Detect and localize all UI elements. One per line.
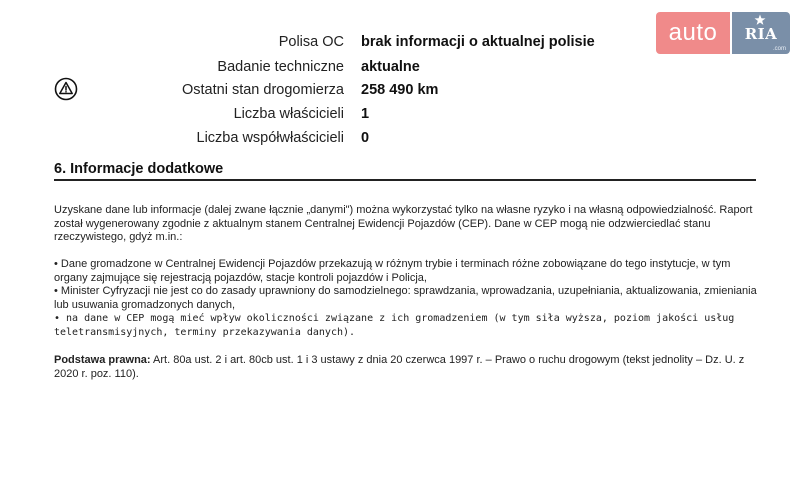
info-value: aktualne: [361, 59, 420, 75]
logo-ria-domain: .com: [772, 46, 786, 52]
legal-basis: [54, 354, 759, 381]
info-row-drogomierz: [0, 82, 800, 104]
bullet-item: • Dane gromadzone w Centralnej Ewidencji Pojazdów przekazują w różnym trybie i terminach różne zobowiązane do tego instytucje, w tym organy zajmujące się rejestracją pojazdów, stacje kontroli pojazdów i Policja,: [54, 258, 731, 284]
info-label: Ostatni stan drogomierza: [182, 82, 344, 98]
bullet-item: • Minister Cyfryzacji nie jest co do zasady uprawniony do samodzielnego: sprawdzania, wprowadzania, uzupełniania, aktualizowania, zmieniania lub usuwania gromadzonych danych,: [54, 285, 757, 311]
logo-ria-text: RIA: [744, 25, 778, 43]
bullet-item: • na dane w CEP mogą mieć wpływ okoliczności związane z ich gromadzeniem (w tym siła wyższa, poziom jakości usług teletransmisyjnych, terminy przekazywania danych).: [54, 313, 735, 338]
info-label: Liczba właścicieli: [233, 106, 344, 122]
info-label: Liczba współwłaścicieli: [196, 130, 344, 146]
info-label: Badanie techniczne: [217, 59, 344, 75]
info-value: 258 490 km: [361, 82, 439, 98]
disclaimer-bullets: [54, 258, 759, 339]
info-value: 1: [361, 106, 370, 122]
disclaimer-paragraph: Uzyskane dane lub informacje (dalej zwane łącznie „danymi") można wykorzystać tylko na własne ryzyko i na własną odpowiedzialność. Raport został wygenerowany zgodnie z aktualnym stanem Centralnej Ewidencji Pojazdów (CEP). Dane w CEP mogą nie odzwierciedlać stanu rzeczywistego, gdyż m.in.:: [54, 204, 753, 243]
info-row-wlasciciele: [0, 106, 800, 128]
info-label: Polisa OC: [278, 34, 344, 50]
info-value: brak informacji o aktualnej polisie: [361, 34, 595, 50]
info-value: 0: [361, 130, 370, 146]
section-title: 6. Informacje dodatkowe: [54, 161, 224, 177]
legal-basis-text: Art. 80a ust. 2 i art. 80cb ust. 1 i 3 ustawy z dnia 20 czerwca 1997 r. – Prawo o ruchu drogowym (tekst jednolity – Dz. U. z 2020 r. poz. 110).: [54, 354, 745, 380]
logo-ria-part: [732, 12, 790, 54]
autoria-logo: [656, 12, 790, 54]
section-divider: [54, 179, 756, 181]
info-row-badanie: [0, 59, 800, 81]
logo-auto-part: auto: [656, 12, 730, 54]
warning-triangle-icon: [54, 77, 78, 101]
info-row-wspolwlasciciele: [0, 130, 800, 152]
legal-basis-label: Podstawa prawna:: [54, 354, 151, 366]
